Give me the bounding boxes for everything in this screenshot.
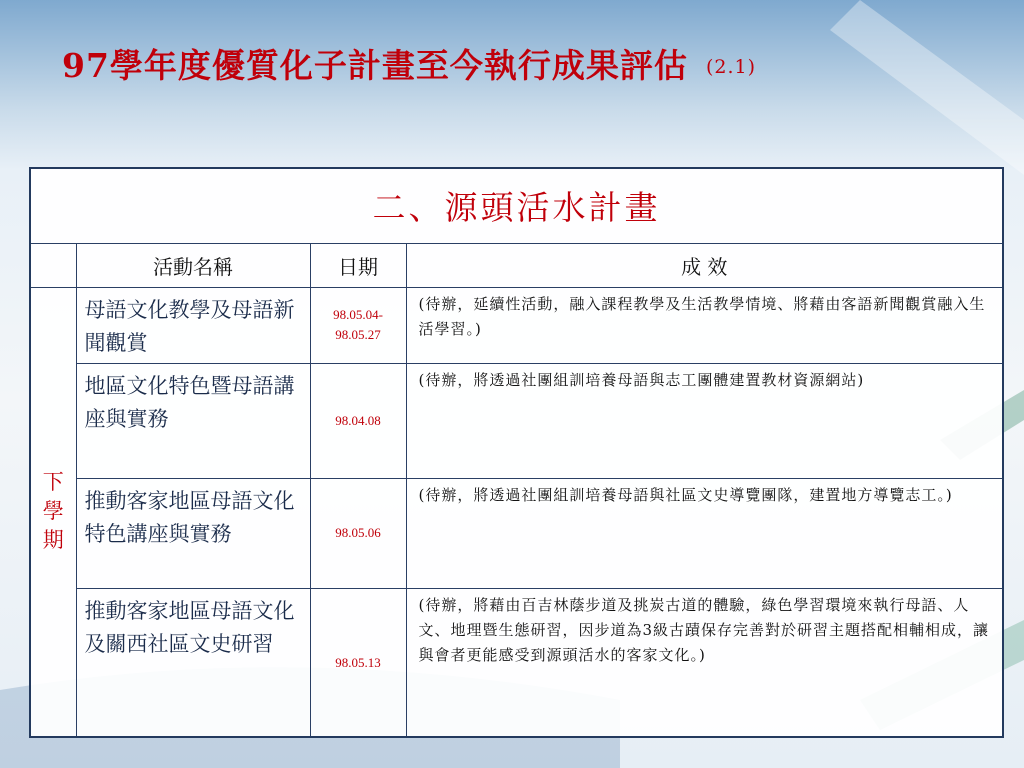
- table-row: [30, 287, 1003, 364]
- results-table: [29, 167, 1004, 738]
- activity-name: 母語文化教學及母語新聞觀賞: [76, 287, 310, 364]
- activity-result: (待辦，延續性活動，融入課程教學及生活教學情境、將藉由客語新聞觀賞融入生活學習。): [406, 287, 1003, 364]
- page-title-suffix: (2.1): [705, 56, 756, 78]
- plan-title: 二、源頭活水計畫: [30, 168, 1003, 243]
- activity-name: 推動客家地區母語文化特色講座與實務: [76, 478, 310, 588]
- table-row: [30, 364, 1003, 479]
- date-line: 98.05.04-: [333, 307, 383, 323]
- activity-result: (待辦，將透過社團組訓培養母語與社區文史導覽團隊，建置地方導覽志工。): [406, 478, 1003, 588]
- activity-name: 地區文化特色暨母語講座與實務: [76, 364, 310, 479]
- activity-name: 推動客家地區母語文化及關西社區文史研習: [76, 589, 310, 737]
- page-title: [62, 40, 756, 87]
- activity-date: 98.04.08: [310, 364, 406, 479]
- activity-date: 98.05.06: [310, 478, 406, 588]
- activity-result: (待辦，將透過社團組訓培養母語與志工團體建置教材資源網站): [406, 364, 1003, 479]
- semester-char: 期: [42, 528, 64, 553]
- semester-label: [30, 287, 76, 737]
- table-row: [30, 478, 1003, 588]
- activity-date: 98.05.13: [310, 589, 406, 737]
- semester-char: 學: [42, 499, 64, 524]
- header-activity: 活動名稱: [76, 243, 310, 287]
- header-date: 日期: [310, 243, 406, 287]
- table-row: [30, 589, 1003, 737]
- header-blank: [30, 243, 76, 287]
- activity-result: (待辦，將藉由百吉林蔭步道及挑炭古道的體驗，綠色學習環境來執行母語、人文、地理暨生態研習，因步道為3級古蹟保存完善對於研習主題搭配相輔相成，讓與會者更能感受到源頭活水的客家文化。): [406, 589, 1003, 737]
- page-title-text: 97學年度優質化子計畫至今執行成果評估: [62, 46, 688, 85]
- semester-char: 下: [42, 470, 64, 495]
- date-line: 98.05.27: [335, 327, 381, 343]
- activity-date: [310, 287, 406, 364]
- header-result: 成 效: [406, 243, 1003, 287]
